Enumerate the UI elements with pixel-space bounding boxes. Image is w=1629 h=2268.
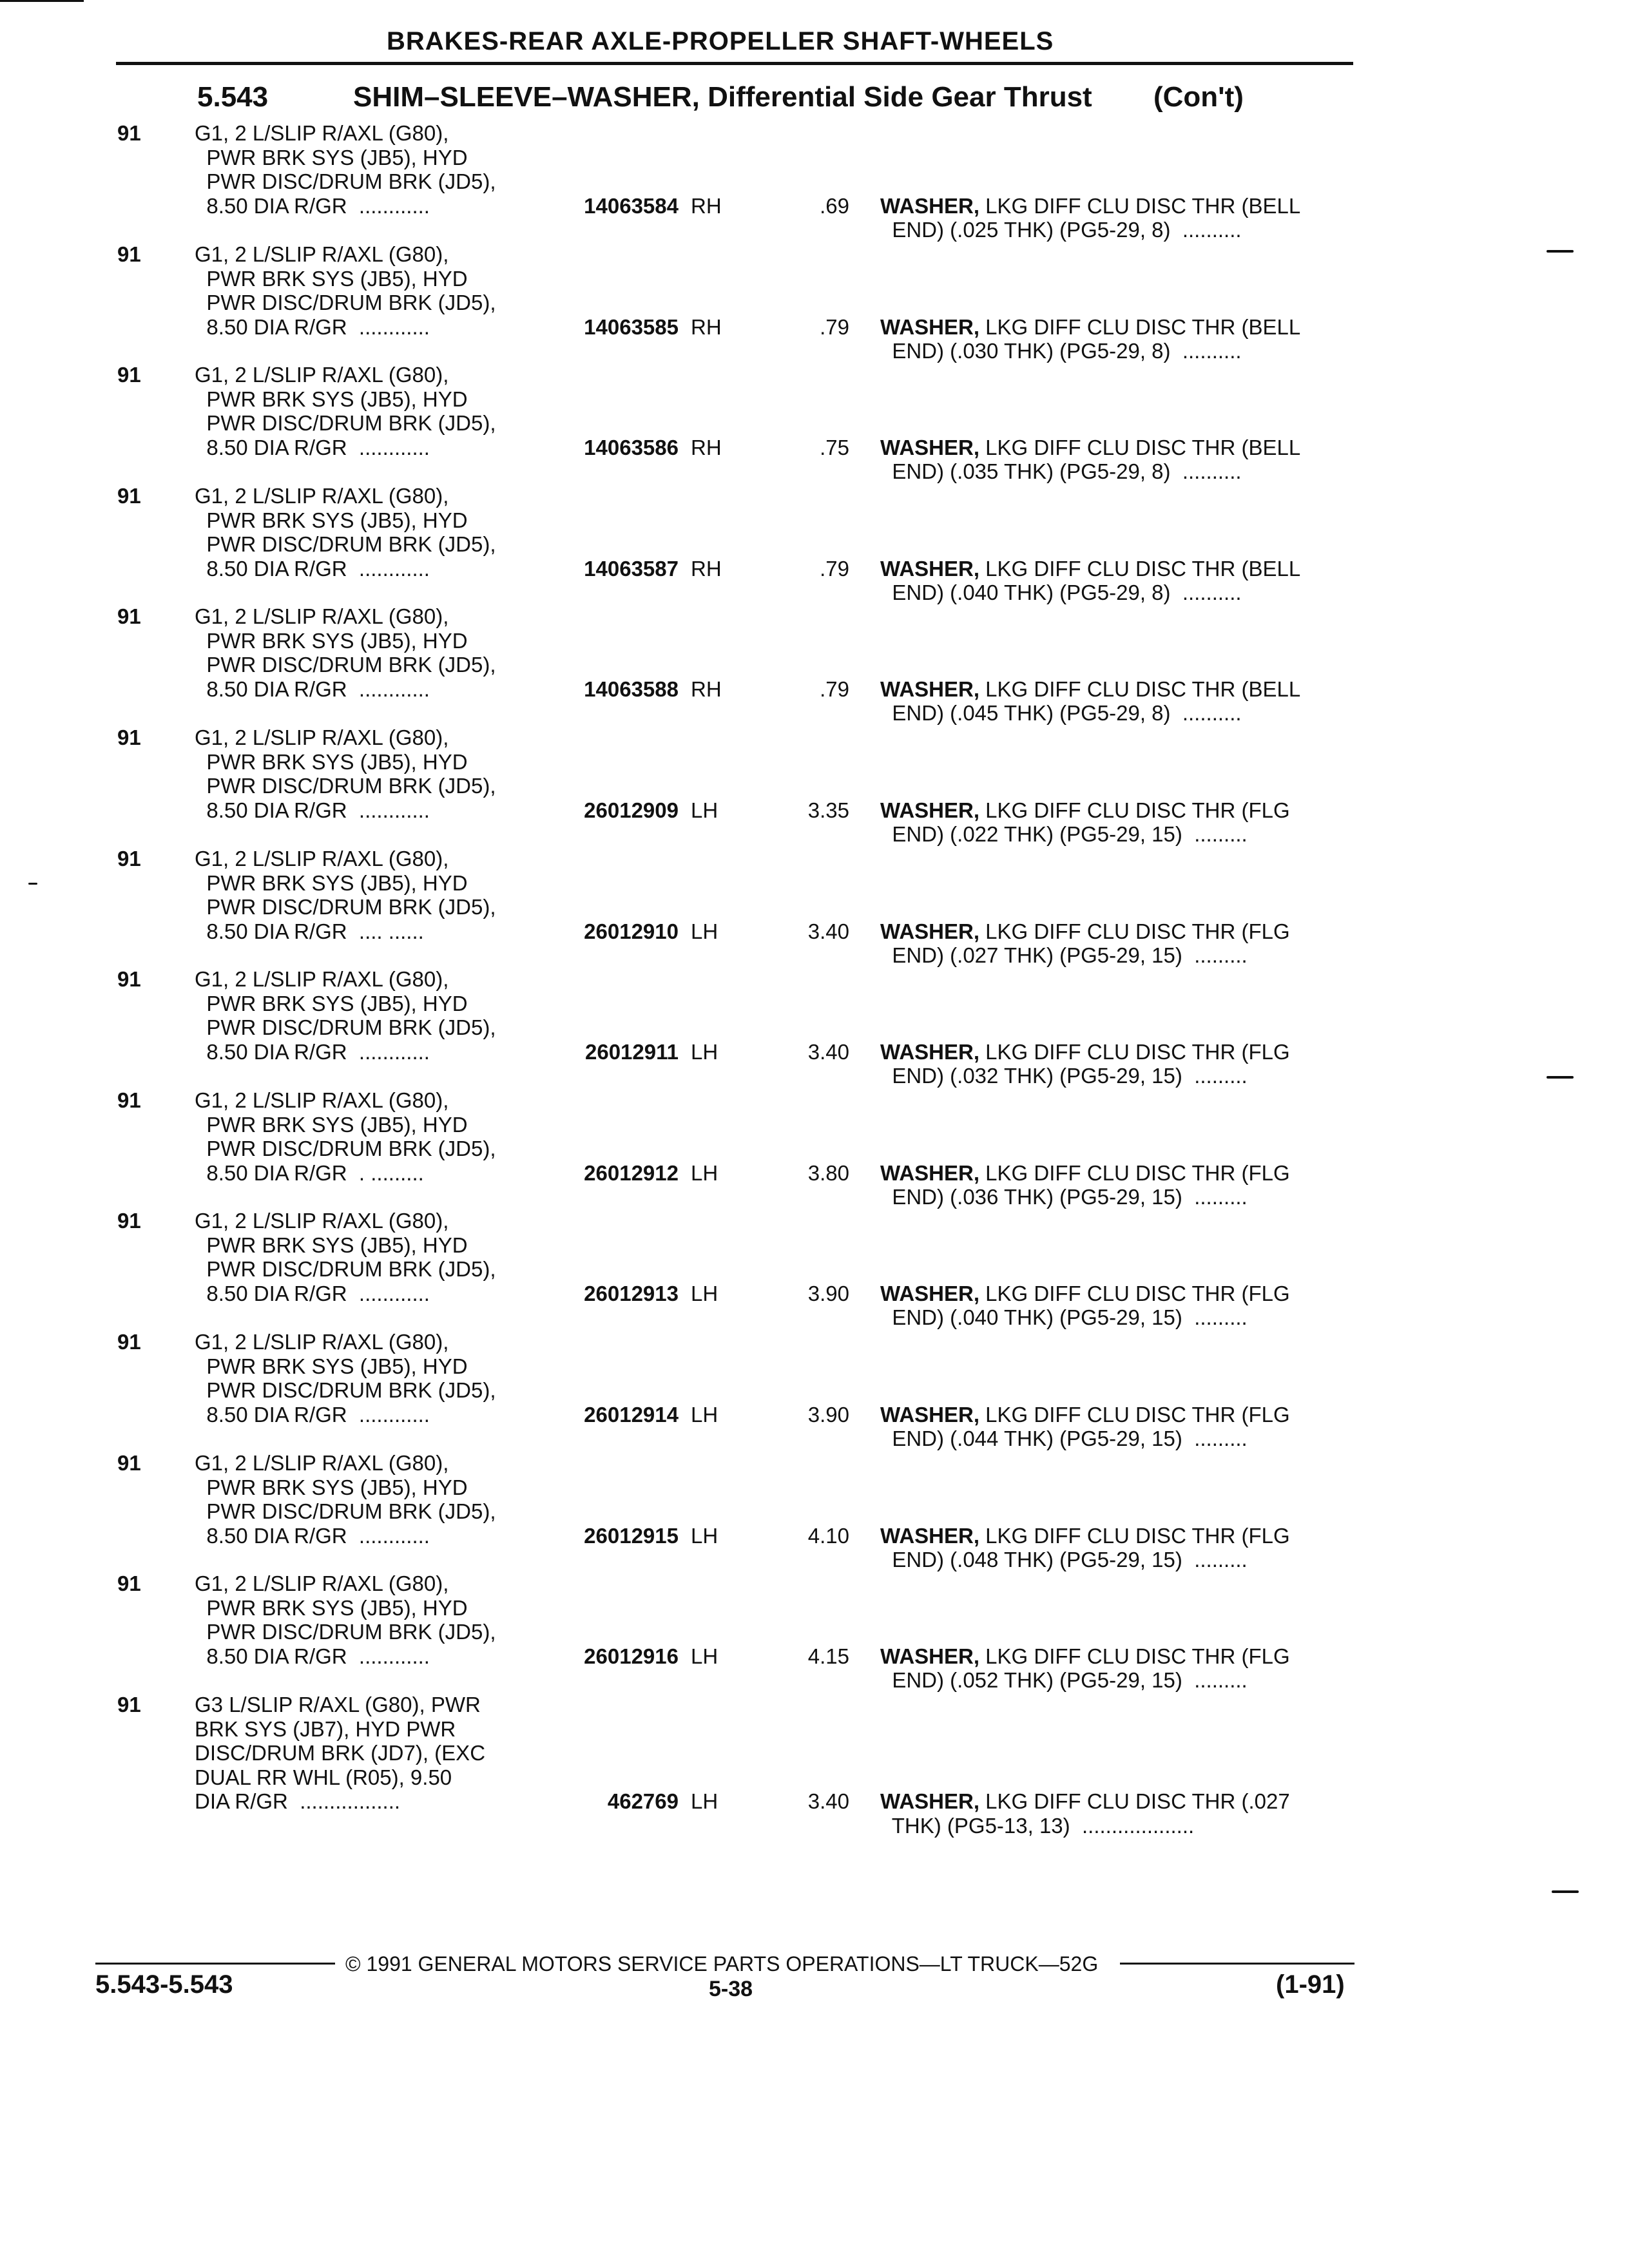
description-line: PWR BRK SYS (JB5), HYD [195, 1475, 468, 1499]
part-description-text: LKG DIFF CLU DISC THR (FLG [979, 798, 1290, 822]
side-code: LH [691, 1644, 718, 1668]
description-line: PWR BRK SYS (JB5), HYD [195, 628, 468, 653]
part-name: WASHER, [880, 919, 980, 943]
part-description-text: LKG DIFF CLU DISC THR (BELL [979, 435, 1301, 459]
part-description [880, 1524, 1290, 1572]
part-name: WASHER, [880, 1644, 980, 1668]
application-description [195, 847, 496, 943]
description-line: 8.50 DIA R/GR ............ [195, 1281, 430, 1305]
price: 3.90 [807, 1281, 849, 1305]
description-line: PWR BRK SYS (JB5), HYD [195, 991, 468, 1015]
side-code: LH [691, 798, 718, 822]
price: .79 [820, 677, 849, 701]
application-description [195, 121, 496, 218]
price: 4.10 [807, 1523, 849, 1548]
footer-rule-left [95, 1963, 335, 1965]
side-code: LH [691, 1402, 718, 1427]
description-line: G1, 2 L/SLIP R/AXL (G80), [195, 1088, 449, 1112]
part-description-line [880, 1161, 1290, 1186]
part-description-line [880, 1403, 1290, 1427]
part-description-line [880, 436, 1300, 460]
parts-entry [0, 481, 1629, 602]
price: 3.40 [807, 1039, 849, 1064]
part-description-line [880, 1524, 1290, 1548]
description-line: PWR BRK SYS (JB5), HYD [195, 145, 468, 169]
side-code: LH [691, 919, 718, 943]
margin-mark [28, 883, 37, 885]
model-year: 91 [117, 1330, 141, 1354]
description-line: 8.50 DIA R/GR ............ [195, 1039, 430, 1064]
description-line: PWR BRK SYS (JB5), HYD [195, 1595, 468, 1620]
description-line: 8.50 DIA R/GR ............ [195, 677, 430, 701]
description-line: PWR DISC/DRUM BRK (JD5), [195, 1499, 496, 1523]
description-line: 8.50 DIA R/GR .... ...... [195, 919, 424, 943]
parts-entry [0, 1327, 1629, 1448]
description-line: PWR DISC/DRUM BRK (JD5), [195, 1137, 496, 1160]
description-line: BRK SYS (JB7), HYD PWR [195, 1716, 456, 1741]
part-description-line: END) (.048 THK) (PG5-29, 15) ......... [880, 1548, 1248, 1571]
application-description [195, 484, 496, 581]
part-description-line: END) (.027 THK) (PG5-29, 15) ......... [880, 943, 1248, 967]
description-line: PWR BRK SYS (JB5), HYD [195, 749, 468, 774]
part-description [880, 194, 1300, 242]
side-code: LH [691, 1039, 718, 1064]
description-line: 8.50 DIA R/GR . ......... [195, 1160, 424, 1185]
price: 3.35 [807, 798, 849, 822]
part-number: 14063584 [584, 193, 679, 218]
part-description [880, 798, 1290, 847]
description-line: PWR DISC/DRUM BRK (JD5), [195, 1015, 496, 1039]
part-description-line: END) (.052 THK) (PG5-29, 15) ......... [880, 1668, 1248, 1692]
part-name: WASHER, [880, 1281, 980, 1305]
description-line: PWR BRK SYS (JB5), HYD [195, 1112, 468, 1137]
description-line: 8.50 DIA R/GR ............ [195, 193, 430, 218]
part-description-line: END) (.025 THK) (PG5-29, 8) .......... [880, 218, 1242, 242]
parts-entry [0, 119, 1629, 240]
price: 3.40 [807, 1789, 849, 1813]
part-description-line: END) (.035 THK) (PG5-29, 8) .......... [880, 459, 1242, 483]
part-number: 26012915 [584, 1523, 679, 1548]
part-description [880, 1161, 1290, 1209]
part-description-line [880, 557, 1300, 581]
parts-entry [0, 1690, 1629, 1838]
description-line: 8.50 DIA R/GR ............ [195, 1644, 430, 1668]
side-code: LH [691, 1523, 718, 1548]
part-description-line: END) (.040 THK) (PG5-29, 15) ......... [880, 1305, 1248, 1329]
description-line: G1, 2 L/SLIP R/AXL (G80), [195, 363, 449, 387]
part-number: 14063588 [584, 677, 679, 701]
part-description-line: END) (.030 THK) (PG5-29, 8) .......... [880, 339, 1242, 363]
part-description [880, 1789, 1290, 1838]
price: 3.80 [807, 1160, 849, 1185]
price: 3.90 [807, 1402, 849, 1427]
part-description-text: LKG DIFF CLU DISC THR (FLG [979, 1644, 1290, 1668]
description-line: PWR DISC/DRUM BRK (JD5), [195, 653, 496, 677]
part-name: WASHER, [880, 435, 980, 459]
part-name: WASHER, [880, 193, 980, 218]
description-line: 8.50 DIA R/GR ............ [195, 314, 430, 339]
description-line: PWR DISC/DRUM BRK (JD5), [195, 169, 496, 193]
margin-mark [1547, 1076, 1574, 1079]
part-name: WASHER, [880, 1160, 980, 1185]
price: .75 [820, 435, 849, 459]
application-description [195, 1209, 496, 1305]
part-description-text: LKG DIFF CLU DISC THR (FLG [979, 1039, 1290, 1064]
part-name: WASHER, [880, 798, 980, 822]
part-description-text: LKG DIFF CLU DISC THR (FLG [979, 1523, 1290, 1548]
description-line: 8.50 DIA R/GR ............ [195, 798, 430, 822]
description-line: PWR BRK SYS (JB5), HYD [195, 1233, 468, 1257]
description-line: PWR BRK SYS (JB5), HYD [195, 870, 468, 895]
parts-entry [0, 965, 1629, 1086]
header-rule [116, 62, 1353, 65]
description-line: 8.50 DIA R/GR ............ [195, 435, 430, 459]
part-description-text: LKG DIFF CLU DISC THR (FLG [979, 1281, 1290, 1305]
parts-entry [0, 1569, 1629, 1690]
part-description-line [880, 919, 1290, 944]
parts-entry [0, 723, 1629, 844]
parts-entry [0, 240, 1629, 361]
model-year: 91 [117, 604, 141, 628]
price: .69 [820, 193, 849, 218]
part-description [880, 557, 1300, 605]
part-description [880, 1040, 1290, 1088]
model-year: 91 [117, 121, 141, 145]
application-description [195, 242, 496, 339]
part-number: 26012911 [584, 1039, 679, 1064]
application-description [195, 363, 496, 459]
description-line: PWR BRK SYS (JB5), HYD [195, 508, 468, 532]
part-name: WASHER, [880, 556, 980, 581]
part-number: 26012912 [584, 1160, 679, 1185]
description-line: PWR DISC/DRUM BRK (JD5), [195, 1257, 496, 1281]
description-line: DUAL RR WHL (R05), 9.50 [195, 1765, 452, 1789]
description-line: G1, 2 L/SLIP R/AXL (G80), [195, 484, 449, 508]
model-year: 91 [117, 242, 141, 266]
part-description-line: END) (.040 THK) (PG5-29, 8) .......... [880, 581, 1242, 604]
description-line: PWR DISC/DRUM BRK (JD5), [195, 1620, 496, 1644]
description-line: G1, 2 L/SLIP R/AXL (G80), [195, 726, 449, 749]
part-description-line [880, 798, 1290, 823]
parts-entry [0, 1206, 1629, 1327]
model-year: 91 [117, 1451, 141, 1475]
description-line: PWR DISC/DRUM BRK (JD5), [195, 532, 496, 556]
part-description-line [880, 1282, 1290, 1306]
description-line: PWR BRK SYS (JB5), HYD [195, 266, 468, 291]
description-line: PWR BRK SYS (JB5), HYD [195, 387, 468, 411]
part-description [880, 1282, 1290, 1330]
price: 3.40 [807, 919, 849, 943]
model-year: 91 [117, 1209, 141, 1233]
application-description [195, 1571, 496, 1668]
part-description [880, 1403, 1290, 1451]
parts-entry [0, 360, 1629, 481]
parts-entry [0, 1086, 1629, 1207]
price: .79 [820, 314, 849, 339]
description-line: G1, 2 L/SLIP R/AXL (G80), [195, 604, 449, 628]
model-year: 91 [117, 726, 141, 749]
part-description [880, 1644, 1290, 1693]
description-line: G1, 2 L/SLIP R/AXL (G80), [195, 1330, 449, 1354]
description-line: G1, 2 L/SLIP R/AXL (G80), [195, 242, 449, 266]
part-number: 26012914 [584, 1402, 679, 1427]
part-description-text: LKG DIFF CLU DISC THR (BELL [979, 677, 1301, 701]
part-description-text: LKG DIFF CLU DISC THR (BELL [979, 314, 1301, 339]
model-year: 91 [117, 1088, 141, 1112]
part-description-text: LKG DIFF CLU DISC THR (FLG [979, 1402, 1290, 1427]
part-number: 26012913 [584, 1281, 679, 1305]
section-continued: (Con't) [1153, 81, 1244, 113]
part-description-text: LKG DIFF CLU DISC THR (FLG [979, 919, 1290, 943]
application-description [195, 1451, 496, 1548]
part-description-line [880, 1789, 1290, 1814]
application-description [195, 604, 496, 701]
part-number: 26012910 [584, 919, 679, 943]
side-code: LH [691, 1281, 718, 1305]
part-number: 14063587 [584, 556, 679, 581]
model-year: 91 [117, 484, 141, 508]
part-name: WASHER, [880, 314, 980, 339]
part-description-line [880, 1644, 1290, 1669]
description-line: PWR DISC/DRUM BRK (JD5), [195, 774, 496, 798]
footer-copyright: © 1991 GENERAL MOTORS SERVICE PARTS OPERATIONS—LT TRUCK—52G [345, 1952, 1099, 1975]
description-line: G1, 2 L/SLIP R/AXL (G80), [195, 1451, 449, 1475]
part-name: WASHER, [880, 1402, 980, 1427]
description-line: 8.50 DIA R/GR ............ [195, 556, 430, 581]
top-left-stub-rule [0, 0, 84, 2]
part-number: 14063586 [584, 435, 679, 459]
description-line: PWR DISC/DRUM BRK (JD5), [195, 895, 496, 919]
section-title: SHIM–SLEEVE–WASHER, Differential Side Gear Thrust [353, 81, 1092, 113]
description-line: PWR DISC/DRUM BRK (JD5), [195, 411, 496, 435]
part-description-line: END) (.022 THK) (PG5-29, 15) ......... [880, 822, 1248, 846]
parts-entry [0, 602, 1629, 723]
part-description-text: LKG DIFF CLU DISC THR (FLG [979, 1160, 1290, 1185]
price: .79 [820, 556, 849, 581]
part-description [880, 436, 1300, 484]
side-code: LH [691, 1160, 718, 1185]
section-number: 5.543 [197, 81, 269, 113]
price: 4.15 [807, 1644, 849, 1668]
part-description-line [880, 677, 1300, 702]
part-description [880, 919, 1290, 968]
description-line: DISC/DRUM BRK (JD7), (EXC [195, 1741, 486, 1765]
part-number: 462769 [607, 1789, 679, 1813]
description-line: G1, 2 L/SLIP R/AXL (G80), [195, 967, 449, 991]
model-year: 91 [117, 967, 141, 991]
part-description-text: LKG DIFF CLU DISC THR (.027 [979, 1789, 1290, 1813]
description-line: G3 L/SLIP R/AXL (G80), PWR [195, 1693, 481, 1716]
page-header-title: BRAKES-REAR AXLE-PROPELLER SHAFT-WHEELS [387, 27, 1054, 55]
description-line: DIA R/GR ................. [195, 1789, 401, 1813]
part-number: 26012909 [584, 798, 679, 822]
model-year: 91 [117, 1693, 141, 1716]
description-line: 8.50 DIA R/GR ............ [195, 1402, 430, 1427]
model-year: 91 [117, 1571, 141, 1595]
part-description-line: THK) (PG5-13, 13) ................... [880, 1813, 1195, 1838]
part-description-line: END) (.045 THK) (PG5-29, 8) .......... [880, 701, 1242, 725]
model-year: 91 [117, 847, 141, 870]
side-code: RH [691, 314, 722, 339]
part-name: WASHER, [880, 677, 980, 701]
description-line: G1, 2 L/SLIP R/AXL (G80), [195, 1571, 449, 1595]
footer-rule-right [1120, 1963, 1354, 1965]
description-line: G1, 2 L/SLIP R/AXL (G80), [195, 1209, 449, 1233]
description-line: PWR BRK SYS (JB5), HYD [195, 1354, 468, 1378]
footer-date: (1-91) [1276, 1970, 1345, 1999]
part-description-line: END) (.044 THK) (PG5-29, 15) ......... [880, 1427, 1248, 1450]
part-number: 14063585 [584, 314, 679, 339]
margin-mark [1552, 1890, 1579, 1893]
part-description-line [880, 1040, 1290, 1064]
application-description [195, 1088, 496, 1185]
part-name: WASHER, [880, 1789, 980, 1813]
description-line: 8.50 DIA R/GR ............ [195, 1523, 430, 1548]
side-code: LH [691, 1789, 718, 1813]
description-line: PWR DISC/DRUM BRK (JD5), [195, 291, 496, 314]
footer-page-number: 5-38 [709, 1977, 753, 2001]
application-description [195, 1693, 485, 1814]
part-number: 26012916 [584, 1644, 679, 1668]
side-code: RH [691, 677, 722, 701]
part-description [880, 677, 1300, 726]
part-description-text: LKG DIFF CLU DISC THR (BELL [979, 556, 1301, 581]
application-description [195, 726, 496, 822]
description-line: G1, 2 L/SLIP R/AXL (G80), [195, 847, 449, 870]
side-code: RH [691, 435, 722, 459]
parts-entry [0, 844, 1629, 965]
parts-entry [0, 1448, 1629, 1570]
part-name: WASHER, [880, 1523, 980, 1548]
application-description [195, 967, 496, 1064]
part-description-line [880, 315, 1300, 340]
description-line: G1, 2 L/SLIP R/AXL (G80), [195, 121, 449, 145]
part-name: WASHER, [880, 1039, 980, 1064]
margin-mark [1547, 250, 1574, 253]
side-code: RH [691, 556, 722, 581]
part-description-line: END) (.036 THK) (PG5-29, 15) ......... [880, 1185, 1248, 1209]
part-description-line [880, 194, 1300, 218]
part-description-line: END) (.032 THK) (PG5-29, 15) ......... [880, 1064, 1248, 1088]
description-line: PWR DISC/DRUM BRK (JD5), [195, 1378, 496, 1402]
footer-section-range: 5.543-5.543 [95, 1970, 233, 1999]
part-description-text: LKG DIFF CLU DISC THR (BELL [979, 193, 1301, 218]
application-description [195, 1330, 496, 1427]
side-code: RH [691, 193, 722, 218]
model-year: 91 [117, 363, 141, 387]
part-description [880, 315, 1300, 363]
